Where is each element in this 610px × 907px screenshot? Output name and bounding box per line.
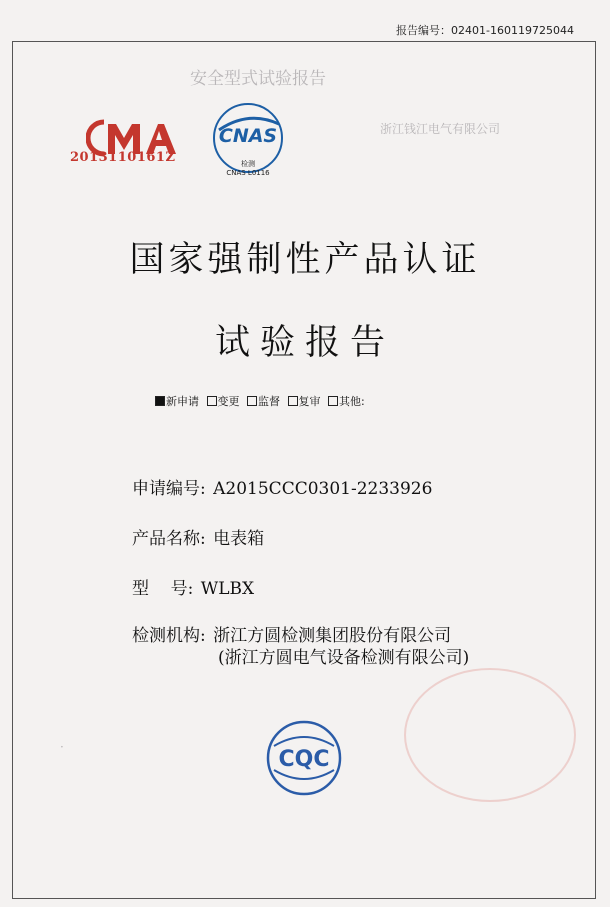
application-type-options bbox=[155, 393, 369, 409]
cma-code: 2013110161Z bbox=[70, 150, 176, 165]
product-name-row bbox=[132, 524, 264, 549]
option-supervision bbox=[247, 395, 280, 408]
cqc-logo-text: CQC bbox=[278, 747, 330, 772]
cnas-caption bbox=[218, 160, 278, 178]
bleed-text: 安全型式试验报告 bbox=[190, 69, 326, 89]
lab-value-secondary: (浙江方圆电气设备检测有限公司) bbox=[218, 648, 470, 668]
option-change bbox=[207, 395, 240, 408]
product-name-value: 电表箱 bbox=[213, 529, 265, 549]
option-label: 新申请 bbox=[166, 395, 199, 408]
option-review bbox=[288, 395, 321, 408]
model-value: WLBX bbox=[200, 579, 255, 599]
option-other bbox=[328, 395, 365, 408]
option-label: 复审 bbox=[298, 395, 321, 408]
checkbox bbox=[247, 396, 257, 406]
option-label: 其他: bbox=[339, 395, 365, 408]
bleed-text: 浙江钱江电气有限公司 bbox=[380, 122, 501, 136]
cnas-code: CNAS L0116 bbox=[226, 169, 270, 177]
application-no-value: A2015CCC0301-2233926 bbox=[213, 479, 433, 499]
option-new bbox=[155, 395, 199, 408]
lab-value: 浙江方圆检测集团股份有限公司 bbox=[213, 626, 452, 646]
red-stamp bbox=[404, 668, 576, 802]
model-label: 型 号: bbox=[132, 579, 194, 599]
option-label: 变更 bbox=[217, 395, 240, 408]
lab-label: 检测机构: bbox=[132, 626, 206, 646]
option-label: 监督 bbox=[258, 395, 280, 408]
checkbox bbox=[288, 396, 298, 406]
cnas-logo-text: CNAS bbox=[218, 125, 278, 147]
report-number: 报告编号：02401-160119725044 bbox=[396, 24, 574, 37]
page-title: 国家强制性产品认证 bbox=[129, 240, 481, 280]
checkbox bbox=[207, 396, 217, 406]
cnas-sub-label: 检测 bbox=[241, 160, 255, 168]
page-subtitle: 试验报告 bbox=[214, 323, 395, 363]
product-name-label: 产品名称: bbox=[132, 529, 206, 549]
checkbox bbox=[328, 396, 338, 406]
application-no-label: 申请编号: bbox=[132, 479, 206, 499]
cqc-logo bbox=[258, 718, 350, 798]
application-no-row bbox=[132, 474, 432, 499]
checkbox-checked bbox=[155, 396, 165, 406]
model-row bbox=[132, 574, 254, 599]
bleed-text: · bbox=[60, 740, 64, 754]
